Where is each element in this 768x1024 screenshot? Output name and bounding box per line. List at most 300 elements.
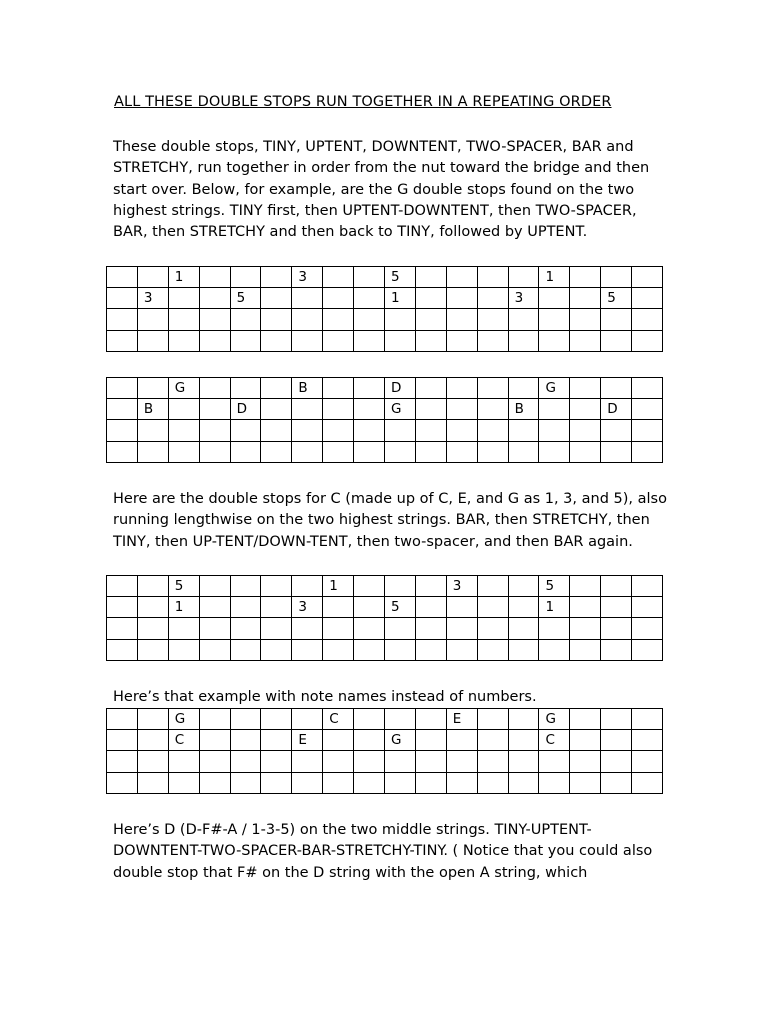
grid-cell [230, 772, 261, 793]
grid-row [107, 772, 663, 793]
grid-cell: 1 [539, 597, 570, 618]
grid-cell [508, 772, 539, 793]
grid-cell [230, 576, 261, 597]
grid-cell [477, 709, 508, 730]
grid-cell [292, 399, 323, 420]
grid-cell [601, 576, 632, 597]
grid-cell [292, 441, 323, 462]
grid-cell [477, 730, 508, 751]
grid-cell [632, 267, 663, 288]
grid-cell [323, 309, 354, 330]
grid-cell [477, 618, 508, 639]
grid-row [107, 618, 663, 639]
grid-cell: G [385, 399, 416, 420]
grid-cell [230, 618, 261, 639]
grid-cell [415, 709, 446, 730]
grid-cell [570, 378, 601, 399]
grid-cell: 1 [539, 267, 570, 288]
grid-row [107, 709, 663, 730]
grid-cell [199, 288, 230, 309]
grid-cell [446, 420, 477, 441]
grid-cell [137, 309, 168, 330]
grid-cell [508, 267, 539, 288]
grid-cell: 3 [137, 288, 168, 309]
grid-cell [508, 751, 539, 772]
grid-cell [354, 576, 385, 597]
grid-cell [570, 576, 601, 597]
grid-cell [415, 576, 446, 597]
grid-cell [230, 420, 261, 441]
grid-cell [199, 309, 230, 330]
grid-cell [539, 751, 570, 772]
grid-cell [601, 597, 632, 618]
grid-cell [292, 618, 323, 639]
grid-cell [385, 772, 416, 793]
grid-cell [168, 330, 199, 351]
grid-cell [354, 420, 385, 441]
grid-cell [508, 441, 539, 462]
grid-cell [323, 730, 354, 751]
grid-cell [292, 576, 323, 597]
grid-cell: 3 [508, 288, 539, 309]
grid-cell [354, 288, 385, 309]
grid-cell [354, 639, 385, 660]
grid-cell [415, 772, 446, 793]
grid-cell [508, 730, 539, 751]
grid-cell [261, 751, 292, 772]
grid-cell [477, 639, 508, 660]
grid-cell [107, 639, 138, 660]
grid-cell [107, 772, 138, 793]
grid-cell [632, 730, 663, 751]
grid-cell [539, 399, 570, 420]
grid-cell [570, 288, 601, 309]
grid-cell [570, 399, 601, 420]
grid-row [107, 309, 663, 330]
grid-cell: G [168, 378, 199, 399]
grid-cell [446, 399, 477, 420]
grid-cell [570, 618, 601, 639]
grid-cell [601, 730, 632, 751]
grid-cell [107, 576, 138, 597]
grid-cell: B [508, 399, 539, 420]
grid-cell [385, 576, 416, 597]
grid-cell [107, 709, 138, 730]
grid-cell: 1 [323, 576, 354, 597]
grid-cell [292, 420, 323, 441]
grid-cell [632, 751, 663, 772]
grid-cell [570, 441, 601, 462]
grid-cell [323, 751, 354, 772]
grid-cell: 1 [168, 267, 199, 288]
grid-cell [199, 618, 230, 639]
grid-row [107, 730, 663, 751]
d-paragraph: Here’s D (D-F#-A / 1-3-5) on the two middle strings. TINY-UPTENT-DOWNTENT-TWO-SPACER-BAR-STRETCHY-TINY. ( Notice that you could also double stop that F# on the D string with the open A string, which [113, 822, 653, 881]
grid-cell [107, 751, 138, 772]
grid-cell [477, 597, 508, 618]
grid-cell [415, 730, 446, 751]
grid-cell [137, 267, 168, 288]
grid-cell [292, 639, 323, 660]
grid-cell [323, 330, 354, 351]
grid-cell [261, 378, 292, 399]
grid-cell [199, 267, 230, 288]
note-names-paragraph: Here’s that example with note names instead of numbers. [113, 689, 537, 705]
grid-cell [137, 618, 168, 639]
grid-cell [385, 441, 416, 462]
page-title: ALL THESE DOUBLE STOPS RUN TOGETHER IN A REPEATING ORDER [114, 94, 612, 110]
grid-cell: G [168, 709, 199, 730]
grid-cell [508, 639, 539, 660]
grid-cell [570, 330, 601, 351]
grid-cell [508, 309, 539, 330]
grid-cell [137, 576, 168, 597]
grid-cell [539, 309, 570, 330]
grid-cell [261, 597, 292, 618]
grid-cell [446, 772, 477, 793]
grid-cell [354, 309, 385, 330]
c-notes-grid [106, 708, 663, 794]
grid-cell [477, 378, 508, 399]
grid-cell [354, 730, 385, 751]
grid-cell [601, 378, 632, 399]
grid-cell [292, 772, 323, 793]
grid-cell [137, 420, 168, 441]
grid-cell [539, 288, 570, 309]
grid-cell [477, 772, 508, 793]
grid-cell [570, 420, 601, 441]
c-numbers-grid [106, 575, 663, 661]
grid-cell [261, 399, 292, 420]
grid-cell [354, 441, 385, 462]
grid-cell [385, 330, 416, 351]
grid-cell [508, 618, 539, 639]
grid-cell [477, 288, 508, 309]
grid-cell: 1 [168, 597, 199, 618]
grid-cell [354, 597, 385, 618]
grid-cell [354, 772, 385, 793]
grid-cell [292, 309, 323, 330]
grid-row [107, 267, 663, 288]
grid-cell [415, 618, 446, 639]
grid-cell [508, 597, 539, 618]
grid-cell [415, 639, 446, 660]
grid-cell [446, 267, 477, 288]
grid-cell: D [230, 399, 261, 420]
grid-cell [508, 709, 539, 730]
grid-cell: 3 [292, 597, 323, 618]
grid-cell [137, 730, 168, 751]
grid-cell: B [292, 378, 323, 399]
grid-cell [261, 709, 292, 730]
grid-cell [168, 639, 199, 660]
grid-cell [632, 618, 663, 639]
grid-cell [323, 420, 354, 441]
grid-cell [570, 772, 601, 793]
grid-cell [477, 267, 508, 288]
grid-cell [446, 330, 477, 351]
grid-cell [107, 330, 138, 351]
grid-cell [199, 399, 230, 420]
grid-cell [385, 420, 416, 441]
grid-cell [539, 618, 570, 639]
grid-cell [323, 288, 354, 309]
grid-cell: D [385, 378, 416, 399]
grid-cell [601, 267, 632, 288]
grid-cell [477, 751, 508, 772]
grid-cell [601, 772, 632, 793]
grid-cell [477, 309, 508, 330]
grid-cell [477, 330, 508, 351]
grid-cell [261, 730, 292, 751]
grid-cell [137, 597, 168, 618]
grid-cell [168, 772, 199, 793]
c-paragraph: Here are the double stops for C (made up of C, E, and G as 1, 3, and 5), also running lengthwise on the two highest strings. BAR, then STRETCHY, then TINY, then UP-TENT/DOWN-TENT, then two-spacer, and then BAR again. [113, 491, 667, 550]
grid-cell [168, 441, 199, 462]
g-notes-grid [106, 377, 663, 463]
grid-cell [477, 420, 508, 441]
grid-cell [632, 420, 663, 441]
grid-cell [570, 730, 601, 751]
grid-cell [323, 441, 354, 462]
grid-cell [323, 618, 354, 639]
grid-cell [632, 288, 663, 309]
grid-cell [446, 618, 477, 639]
grid-cell [230, 441, 261, 462]
grid-cell [632, 772, 663, 793]
grid-cell [632, 441, 663, 462]
grid-cell [539, 639, 570, 660]
grid-cell [354, 399, 385, 420]
grid-cell [323, 399, 354, 420]
grid-cell [415, 420, 446, 441]
grid-cell [632, 597, 663, 618]
grid-cell [477, 576, 508, 597]
grid-cell [323, 639, 354, 660]
grid-cell [230, 751, 261, 772]
grid-cell: 5 [385, 267, 416, 288]
grid-cell [292, 330, 323, 351]
grid-cell [107, 597, 138, 618]
grid-cell [107, 399, 138, 420]
grid-row [107, 639, 663, 660]
grid-cell [199, 576, 230, 597]
grid-cell [230, 309, 261, 330]
grid-cell [199, 730, 230, 751]
grid-cell [261, 441, 292, 462]
grid-cell [168, 309, 199, 330]
grid-cell: E [292, 730, 323, 751]
grid-cell [107, 420, 138, 441]
grid-cell: G [539, 378, 570, 399]
grid-cell: E [446, 709, 477, 730]
grid-cell [137, 378, 168, 399]
grid-row [107, 420, 663, 441]
grid-cell [385, 618, 416, 639]
grid-cell [354, 618, 385, 639]
grid-cell [230, 378, 261, 399]
grid-cell [261, 309, 292, 330]
grid-cell [632, 309, 663, 330]
grid-cell [415, 288, 446, 309]
grid-row [107, 399, 663, 420]
grid-cell [107, 267, 138, 288]
grid-cell [539, 330, 570, 351]
grid-cell [570, 639, 601, 660]
grid-cell [508, 420, 539, 441]
grid-cell [446, 597, 477, 618]
grid-cell: G [539, 709, 570, 730]
grid-cell [137, 441, 168, 462]
grid-cell [292, 751, 323, 772]
grid-cell: D [601, 399, 632, 420]
grid-row [107, 576, 663, 597]
grid-cell: 5 [385, 597, 416, 618]
grid-cell [107, 441, 138, 462]
grid-cell [137, 751, 168, 772]
grid-cell [199, 330, 230, 351]
grid-cell [199, 639, 230, 660]
grid-cell [168, 288, 199, 309]
grid-cell [199, 597, 230, 618]
grid-cell: C [539, 730, 570, 751]
grid-cell [570, 597, 601, 618]
grid-cell [354, 330, 385, 351]
grid-cell [632, 576, 663, 597]
grid-cell: 5 [601, 288, 632, 309]
grid-cell [261, 330, 292, 351]
grid-cell [601, 420, 632, 441]
intro-paragraph: These double stops, TINY, UPTENT, DOWNTENT, TWO-SPACER, BAR and STRETCHY, run together in order from the nut toward the bridge and then start over. Below, for example, are the G double stops found on the two highest strings. TINY first, then UPTENT-DOWNTENT, then TWO-SPACER, BAR, then STRETCHY and then back to TINY, followed by UPTENT. [113, 139, 650, 241]
grid-cell [230, 267, 261, 288]
grid-cell [323, 378, 354, 399]
grid-cell [323, 267, 354, 288]
grid-cell [446, 309, 477, 330]
grid-cell: 1 [385, 288, 416, 309]
grid-cell [446, 730, 477, 751]
grid-cell: 5 [168, 576, 199, 597]
grid-cell [107, 309, 138, 330]
grid-cell [168, 751, 199, 772]
grid-cell [199, 378, 230, 399]
grid-cell [415, 399, 446, 420]
grid-row [107, 330, 663, 351]
grid-cell [539, 420, 570, 441]
grid-cell [446, 639, 477, 660]
grid-cell [385, 751, 416, 772]
grid-cell [230, 730, 261, 751]
grid-cell [632, 378, 663, 399]
grid-cell [601, 709, 632, 730]
grid-cell [415, 751, 446, 772]
grid-cell [632, 330, 663, 351]
grid-cell [385, 709, 416, 730]
grid-cell [446, 751, 477, 772]
grid-cell [415, 441, 446, 462]
grid-cell [107, 618, 138, 639]
grid-cell [261, 639, 292, 660]
grid-cell: G [385, 730, 416, 751]
grid-cell [168, 399, 199, 420]
grid-cell [107, 288, 138, 309]
grid-cell [261, 420, 292, 441]
grid-cell [137, 772, 168, 793]
grid-cell [354, 709, 385, 730]
grid-cell [323, 597, 354, 618]
grid-cell [199, 751, 230, 772]
grid-cell [415, 597, 446, 618]
grid-cell [601, 330, 632, 351]
grid-cell [446, 441, 477, 462]
grid-cell [168, 618, 199, 639]
grid-cell [230, 330, 261, 351]
grid-cell [107, 730, 138, 751]
grid-cell [199, 772, 230, 793]
grid-cell [292, 288, 323, 309]
grid-cell [354, 378, 385, 399]
grid-cell [539, 441, 570, 462]
grid-cell [354, 267, 385, 288]
grid-cell [415, 309, 446, 330]
grid-cell [570, 267, 601, 288]
grid-cell [107, 378, 138, 399]
grid-cell [570, 309, 601, 330]
grid-cell [477, 441, 508, 462]
grid-cell [446, 288, 477, 309]
grid-cell [632, 639, 663, 660]
grid-cell [601, 309, 632, 330]
grid-cell: 5 [230, 288, 261, 309]
grid-cell: 3 [446, 576, 477, 597]
grid-cell [385, 639, 416, 660]
grid-cell [632, 709, 663, 730]
grid-cell [199, 420, 230, 441]
grid-cell [539, 772, 570, 793]
grid-cell [261, 267, 292, 288]
grid-cell [230, 639, 261, 660]
grid-cell [446, 378, 477, 399]
grid-cell [168, 420, 199, 441]
grid-cell [199, 709, 230, 730]
grid-cell [137, 330, 168, 351]
grid-cell [137, 639, 168, 660]
grid-cell [477, 399, 508, 420]
grid-cell [415, 330, 446, 351]
grid-cell [601, 441, 632, 462]
g-numbers-grid [106, 266, 663, 352]
grid-cell: C [323, 709, 354, 730]
grid-cell [415, 378, 446, 399]
grid-cell [261, 618, 292, 639]
grid-cell [261, 288, 292, 309]
grid-cell [230, 597, 261, 618]
grid-cell [632, 399, 663, 420]
grid-cell [292, 709, 323, 730]
grid-cell [415, 267, 446, 288]
grid-cell [323, 772, 354, 793]
grid-cell [601, 751, 632, 772]
grid-row [107, 597, 663, 618]
grid-cell: B [137, 399, 168, 420]
grid-cell [385, 309, 416, 330]
grid-cell [199, 441, 230, 462]
grid-row [107, 378, 663, 399]
grid-cell [601, 618, 632, 639]
grid-cell: 5 [539, 576, 570, 597]
grid-cell [508, 330, 539, 351]
grid-cell [137, 709, 168, 730]
grid-cell [508, 378, 539, 399]
